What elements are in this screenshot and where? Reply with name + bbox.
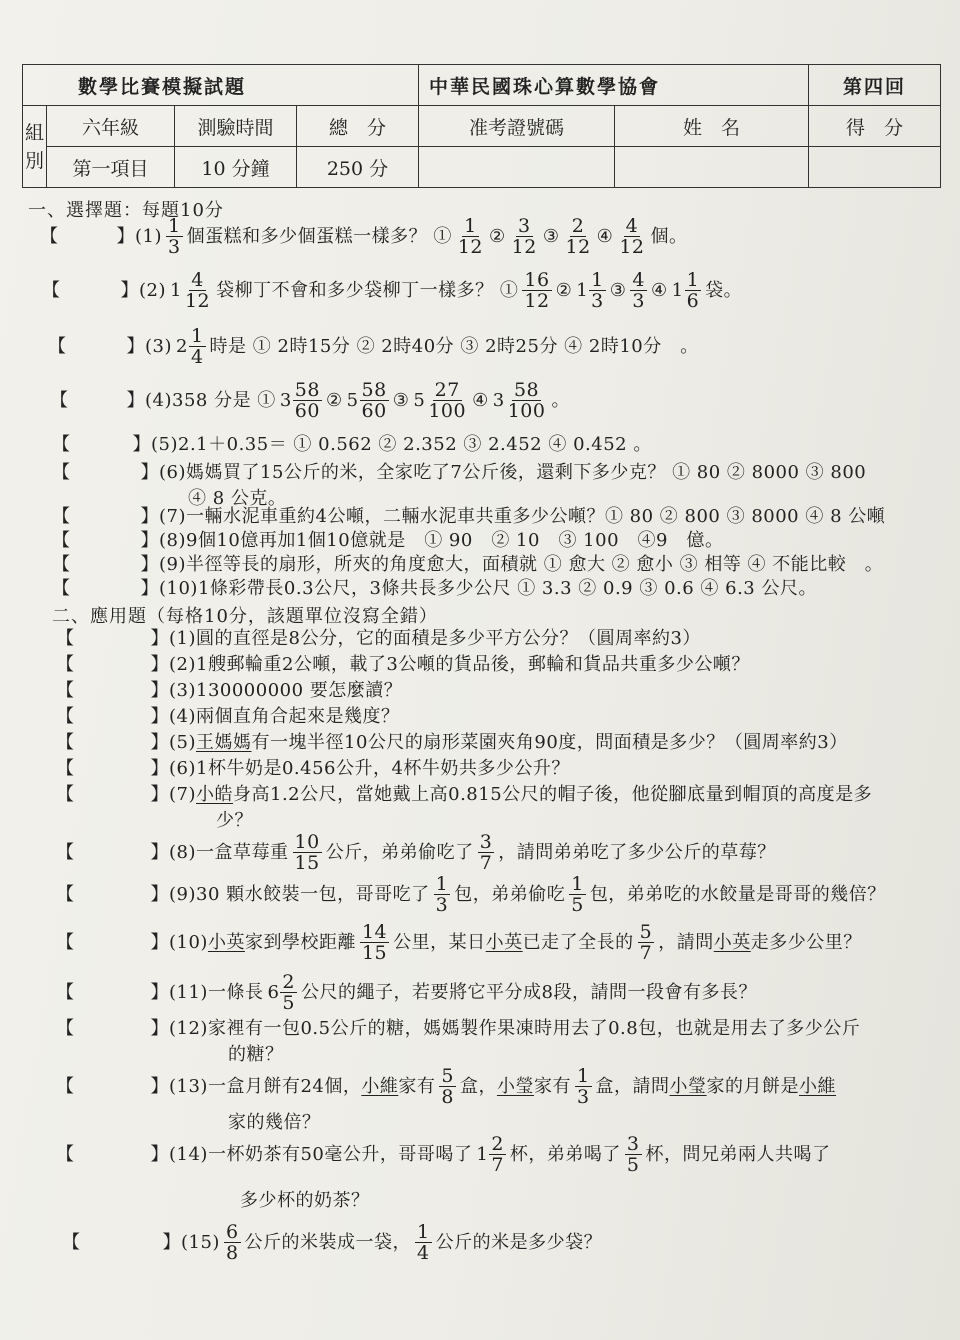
mc-question-3	[48, 326, 699, 367]
person-name: 小維	[361, 1075, 399, 1097]
question-text: 3	[279, 389, 292, 411]
question-text: 1	[476, 1143, 489, 1165]
question-text: 2.1＋0.35＝ ① 0.562 ② 2.352 ③ 2.452 ④ 0.452 。	[178, 434, 652, 455]
question-text: 12	[619, 236, 645, 258]
question-text: 公斤的米是多少袋？	[435, 1231, 603, 1253]
group-label-char: 別	[24, 149, 44, 172]
question-number: (3)	[145, 335, 172, 357]
answer-bracket-close: 】	[162, 1231, 181, 1253]
question-text: 有一塊半徑10公尺的扇形菜園夾角90度，問面積是多少？（圓周率約3）	[251, 732, 848, 753]
question-text: 1	[168, 215, 181, 237]
question-text: 3	[517, 215, 531, 237]
fraction	[293, 380, 322, 421]
answer-bracket-open[interactable]: 【	[56, 931, 75, 953]
question-text: 58	[361, 379, 387, 401]
question-number: (1)	[169, 628, 196, 649]
fraction	[360, 380, 389, 421]
fraction	[563, 216, 592, 257]
question-text: 一盒月餅有24個，	[207, 1075, 362, 1097]
person-name: 小維	[799, 1075, 837, 1097]
answer-bracket-open[interactable]: 【	[56, 841, 75, 863]
question-number: (10)	[159, 578, 198, 599]
word-problem-2	[56, 652, 750, 678]
answer-bracket-close: 】	[150, 680, 169, 701]
question-text: 14	[361, 921, 388, 943]
question-text: ，請問弟弟吃了多少公斤的草莓？	[498, 841, 776, 863]
question-text: ③	[392, 389, 410, 411]
answer-bracket-close: 】	[150, 1018, 169, 1039]
word-problem-15	[62, 1222, 602, 1263]
word-problem-8	[56, 832, 776, 873]
item-value: 第一項目	[47, 147, 175, 188]
exam-title: 數學比賽模擬試題	[23, 65, 419, 106]
question-text: 3	[576, 1086, 590, 1108]
question-number: (2)	[169, 654, 196, 675]
question-text: 3	[168, 236, 181, 258]
question-text: 9個10億再加1個10億就是 ① 90 ② 10 ③ 100 ④9 億。	[186, 530, 724, 551]
answer-bracket-close: 】	[126, 335, 145, 357]
fraction	[293, 832, 322, 873]
question-text: 包，弟弟偷吃	[454, 883, 566, 905]
word-problem-12-cont: 的糖？	[228, 1044, 284, 1065]
answer-bracket-open[interactable]: 【	[52, 462, 71, 483]
answer-bracket-close: 】	[120, 279, 139, 301]
fraction	[510, 216, 539, 257]
question-number: (4)	[169, 706, 196, 727]
question-text: 1	[464, 215, 477, 237]
fraction	[224, 1222, 241, 1263]
answer-bracket-open[interactable]: 【	[56, 1143, 75, 1165]
fraction	[280, 972, 297, 1013]
question-text: 30 顆水餃裝一包，哥哥吃了	[196, 883, 430, 905]
question-text: 家的月餅是	[706, 1075, 800, 1097]
question-text: 6	[267, 981, 280, 1003]
answer-bracket-close: 】	[140, 462, 159, 483]
question-text: 1	[671, 279, 684, 301]
question-text: 7	[639, 942, 653, 964]
question-text: 3	[479, 831, 493, 853]
answer-bracket-open[interactable]: 【	[56, 1075, 75, 1097]
question-text: 媽媽買了15公斤的米，全家吃了7公斤後，還剩下多少克？ ① 80 ② 8000 ③ 800	[186, 462, 867, 483]
word-problem-11	[56, 972, 757, 1013]
question-text: 4	[417, 1242, 430, 1264]
answer-bracket-close: 】	[116, 225, 135, 247]
question-number: (8)	[169, 841, 196, 863]
answer-bracket-open[interactable]: 【	[52, 578, 71, 599]
mc-question-2	[42, 270, 742, 311]
word-problem-13-cont: 家的幾倍？	[228, 1112, 321, 1133]
answer-bracket-close: 】	[150, 1143, 169, 1165]
question-text: 12	[565, 236, 591, 258]
fraction	[456, 216, 485, 257]
question-text: 1	[571, 873, 584, 895]
question-text: ②	[555, 279, 573, 301]
word-problem-10	[56, 922, 862, 963]
fraction	[506, 380, 548, 421]
question-text: ④	[650, 279, 668, 301]
answer-bracket-close: 】	[150, 883, 169, 905]
word-problem-4	[56, 704, 400, 730]
group-label-char: 組	[24, 121, 44, 144]
answer-bracket-open[interactable]: 【	[56, 883, 75, 905]
grade-label: 六年級	[47, 106, 175, 147]
answer-bracket-close: 】	[150, 841, 169, 863]
question-text: 5	[441, 1065, 454, 1087]
question-text: 10	[294, 831, 320, 853]
fraction	[630, 270, 647, 311]
question-text: 1	[417, 1221, 430, 1243]
fraction	[478, 832, 495, 873]
question-number: (11)	[169, 981, 208, 1003]
person-name: 王媽媽	[196, 732, 252, 753]
question-number: (9)	[159, 554, 186, 575]
fraction	[426, 380, 468, 421]
question-text: 1條彩帶長0.3公尺，3條共長多少公尺 ① 3.3 ② 0.9 ③ 0.6 ④ 6.3 公尺。	[197, 578, 817, 599]
question-text: ②	[489, 225, 506, 247]
answer-bracket-close: 】	[140, 578, 159, 599]
answer-bracket-open[interactable]: 【	[56, 628, 75, 649]
answer-bracket-close: 】	[126, 389, 145, 411]
score-label: 得 分	[809, 106, 941, 147]
person-name: 小皓	[196, 784, 233, 805]
name-label: 姓 名	[615, 106, 809, 147]
question-text: 公里，某日	[393, 931, 486, 953]
answer-bracket-open[interactable]: 【	[52, 506, 71, 527]
fraction	[415, 1222, 432, 1263]
question-text: 包，弟弟吃的水餃量是哥哥的幾倍？	[589, 883, 886, 905]
word-problem-9	[56, 874, 886, 915]
question-text: 2	[571, 215, 585, 237]
question-text: 5	[626, 1154, 640, 1176]
question-text: 一條長	[207, 981, 264, 1003]
question-text: 盒，請問	[595, 1075, 670, 1097]
fraction	[434, 874, 451, 915]
question-text: 家裡有一包0.5公斤的糖，媽媽製作果凍時用去了0.8包，也就是用去了多少公斤	[207, 1018, 861, 1039]
answer-bracket-close: 】	[140, 530, 159, 551]
question-text: 15	[294, 852, 320, 874]
question-text: 盒，	[459, 1075, 497, 1097]
question-text: 4	[625, 215, 639, 237]
question-text: 3	[492, 389, 505, 411]
answer-bracket-open[interactable]: 【	[42, 279, 61, 301]
question-number: (12)	[169, 1018, 208, 1039]
question-text: 1	[686, 269, 700, 291]
question-number: (8)	[159, 530, 186, 551]
question-number: (1)	[135, 225, 162, 247]
answer-bracket-open[interactable]: 【	[56, 732, 75, 753]
question-text: 100	[428, 400, 467, 422]
mc-question-4	[50, 380, 570, 421]
name-field[interactable]	[615, 147, 809, 188]
question-number: (7)	[169, 784, 196, 805]
header-table	[22, 64, 941, 188]
question-text: ②	[325, 389, 343, 411]
word-problem-1	[56, 626, 701, 652]
fraction	[569, 874, 586, 915]
answer-bracket-open[interactable]: 【	[56, 680, 75, 701]
mc-question-8	[52, 528, 724, 554]
question-text: 15	[361, 942, 388, 964]
question-text: 5	[639, 921, 653, 943]
word-problem-13	[56, 1066, 836, 1107]
question-text: 4	[190, 346, 204, 368]
question-text: 袋柳丁不會和多少袋柳丁一樣多？ ①	[216, 279, 519, 301]
answer-bracket-close: 】	[150, 706, 169, 727]
answer-bracket-close: 】	[150, 758, 169, 779]
question-text: 8	[441, 1086, 454, 1108]
fraction	[183, 270, 212, 311]
question-number: (3)	[169, 680, 196, 701]
answer-bracket-close: 】	[150, 981, 169, 1003]
question-text: 一杯奶茶有50毫公升，哥哥喝了	[207, 1143, 473, 1165]
mc-question-6-cont: ④ 8 公克。	[188, 488, 287, 509]
answer-bracket-open[interactable]: 【	[62, 1231, 81, 1253]
question-text: ，請問	[658, 931, 714, 953]
question-text: 4	[191, 269, 204, 291]
question-text: 100	[507, 400, 546, 422]
word-problem-3	[56, 678, 402, 704]
score-field[interactable]	[809, 147, 941, 188]
question-number: (15)	[181, 1231, 220, 1253]
question-text: 1	[435, 873, 449, 895]
mc-question-7	[52, 504, 885, 530]
question-text: 個。	[650, 225, 688, 247]
question-text: 1艘郵輪重2公噸，載了3公噸的貨品後，郵輪和貨品共重多少公噸？	[196, 654, 750, 675]
question-number: (2)	[139, 279, 166, 301]
question-text: 時是 ① 2時15分 ② 2時40分 ③ 2時25分 ④ 2時10分 。	[209, 335, 699, 357]
mc-question-1	[40, 216, 688, 257]
question-text: 8	[225, 1242, 239, 1264]
question-text: 半徑等長的扇形，所夾的角度愈大，面積就 ① 愈大 ② 愈小 ③ 相等 ④ 不能比較 。	[186, 554, 884, 575]
question-text: 個蛋糕和多少個蛋糕一樣多？ ①	[186, 225, 452, 247]
question-text: 家到學校距離	[244, 931, 356, 953]
question-text: 3	[632, 290, 645, 312]
question-text: 1	[576, 1065, 590, 1087]
question-text: 2	[282, 971, 295, 993]
question-text: 4	[632, 269, 645, 291]
person-name: 小英	[713, 931, 751, 953]
word-problem-12	[56, 1016, 860, 1042]
question-text: 60	[361, 400, 387, 422]
answer-bracket-close: 】	[150, 628, 169, 649]
answer-bracket-close: 】	[140, 554, 159, 575]
fraction	[575, 1066, 592, 1107]
section1-heading: 一、選擇題：每題10分	[28, 200, 224, 221]
question-text: 3	[626, 1133, 640, 1155]
fraction	[489, 1134, 506, 1175]
word-problem-7	[56, 782, 872, 808]
question-text: 16	[524, 269, 550, 291]
answer-bracket-open[interactable]: 【	[56, 758, 75, 779]
answer-bracket-open[interactable]: 【	[40, 225, 59, 247]
answer-bracket-open[interactable]: 【	[50, 389, 69, 411]
question-number: (5)	[151, 434, 178, 455]
answer-bracket-open[interactable]: 【	[56, 654, 75, 675]
question-text: 5	[282, 992, 295, 1014]
time-value: 10 分鐘	[175, 147, 297, 188]
fraction	[522, 270, 551, 311]
question-text: 1	[190, 325, 204, 347]
ticket-field[interactable]	[419, 147, 615, 188]
person-name: 小英	[207, 931, 245, 953]
question-text: 6	[225, 1221, 239, 1243]
question-text: ④	[472, 389, 489, 411]
question-text: ③	[609, 279, 627, 301]
fraction	[685, 270, 702, 311]
question-text: 兩個直角合起來是幾度？	[196, 706, 400, 727]
fraction	[166, 216, 183, 257]
answer-bracket-open[interactable]: 【	[56, 706, 75, 727]
answer-bracket-close: 】	[140, 506, 159, 527]
question-text: 公尺的繩子，若要將它平分成8段，請問一段會有多長？	[301, 981, 757, 1003]
fraction	[638, 922, 655, 963]
total-label: 總 分	[297, 106, 419, 147]
question-text: 身高1.2公尺，當她戴上高0.815公尺的帽子後，他從腳底量到帽頂的高度是多	[233, 784, 873, 805]
question-text: 家有	[533, 1075, 571, 1097]
mc-question-9	[52, 552, 883, 578]
answer-bracket-close: 】	[132, 434, 151, 455]
question-text: 60	[294, 400, 320, 422]
question-text: 358 分是 ①	[172, 389, 276, 411]
answer-bracket-open[interactable]: 【	[56, 1018, 75, 1039]
word-problem-14-cont: 多少杯的奶茶？	[240, 1190, 370, 1211]
mc-question-6	[52, 460, 866, 486]
question-number: (7)	[159, 506, 186, 527]
answer-bracket-close: 】	[150, 732, 169, 753]
question-text: 5	[413, 389, 426, 411]
question-text: 1杯牛奶是0.456公升，4杯牛奶共多少公升？	[196, 758, 570, 779]
ticket-label: 准考證號碼	[419, 106, 615, 147]
question-number: (14)	[169, 1143, 208, 1165]
question-text: 1	[170, 279, 182, 301]
question-number: (6)	[169, 758, 196, 779]
fraction	[439, 1066, 456, 1107]
answer-bracket-open[interactable]: 【	[56, 784, 75, 805]
question-text: 6	[686, 290, 700, 312]
question-text: 杯，問兄弟兩人共喝了	[645, 1143, 831, 1165]
answer-bracket-close: 】	[150, 784, 169, 805]
question-text: ③	[542, 225, 560, 247]
answer-bracket-open[interactable]: 【	[48, 335, 67, 357]
answer-bracket-open[interactable]: 【	[52, 530, 71, 551]
fraction	[617, 216, 646, 257]
question-text: 12	[457, 236, 484, 258]
section2-heading: 二、應用題（每格10分，該題單位沒寫全錯）	[52, 606, 438, 627]
answer-bracket-open[interactable]: 【	[52, 434, 71, 455]
question-text: 7	[491, 1154, 504, 1176]
person-name: 小英	[485, 931, 523, 953]
header-table-area	[22, 64, 940, 188]
question-number: (10)	[169, 931, 208, 953]
question-text: 一盒草莓重	[196, 841, 289, 863]
fraction	[360, 922, 389, 963]
question-text: 公斤，弟弟偷吃了	[325, 841, 474, 863]
answer-bracket-close: 】	[150, 1075, 169, 1097]
question-text: 3	[591, 290, 604, 312]
question-text: 3	[435, 894, 449, 916]
question-text: 一輛水泥車重約4公噸，二輛水泥車共重多少公噸？① 80 ② 800 ③ 8000 ④ 8 公噸	[186, 506, 886, 527]
question-text: 已走了全長的	[522, 931, 634, 953]
question-text: 圓的直徑是8公分，它的面積是多少平方公分？（圓周率約3）	[196, 628, 701, 649]
answer-bracket-open[interactable]: 【	[52, 554, 71, 575]
question-text: 12	[524, 290, 550, 312]
question-text: 12	[511, 236, 537, 258]
group-label	[23, 106, 47, 188]
mc-question-10	[52, 576, 817, 602]
question-text: 杯，弟弟喝了	[509, 1143, 621, 1165]
question-number: (5)	[169, 732, 196, 753]
question-text: 5	[346, 389, 359, 411]
question-text: 5	[571, 894, 584, 916]
answer-bracket-close: 】	[150, 654, 169, 675]
fraction	[189, 326, 206, 367]
question-text: 公斤的米裝成一袋，	[244, 1231, 412, 1253]
answer-bracket-open[interactable]: 【	[56, 981, 75, 1003]
time-label: 測驗時間	[175, 106, 297, 147]
question-text: 130000000 要怎麼讀？	[196, 680, 403, 701]
fraction	[625, 1134, 642, 1175]
question-text: 2	[176, 335, 188, 357]
question-number: (9)	[169, 883, 196, 905]
word-problem-7-cont: 少？	[216, 810, 253, 831]
word-problem-5	[56, 730, 848, 756]
question-text: 27	[434, 379, 460, 401]
question-text: ④	[596, 225, 614, 247]
question-text: 58	[294, 379, 320, 401]
question-text: 1	[591, 269, 604, 291]
mc-question-5	[52, 432, 652, 458]
question-text: 。	[551, 389, 570, 411]
word-problem-6	[56, 756, 570, 782]
answer-bracket-close: 】	[150, 931, 169, 953]
question-text: 58	[513, 379, 540, 401]
round-label: 第四回	[809, 65, 941, 106]
question-number: (13)	[169, 1075, 208, 1097]
question-text: 7	[479, 852, 493, 874]
question-text: 1	[576, 279, 589, 301]
word-problem-14	[56, 1134, 831, 1175]
association-name: 中華民國珠心算數學協會	[419, 65, 809, 106]
question-text: 走多少公里？	[750, 931, 862, 953]
total-value: 250 分	[297, 147, 419, 188]
person-name: 小瑩	[669, 1075, 707, 1097]
question-text: 家有	[398, 1075, 436, 1097]
question-number: (6)	[159, 462, 186, 483]
fraction	[589, 270, 606, 311]
question-number: (4)	[145, 389, 172, 411]
question-text: 2	[491, 1133, 504, 1155]
question-text: 袋。	[705, 279, 743, 301]
question-text: 12	[184, 290, 211, 312]
person-name: 小瑩	[496, 1075, 534, 1097]
